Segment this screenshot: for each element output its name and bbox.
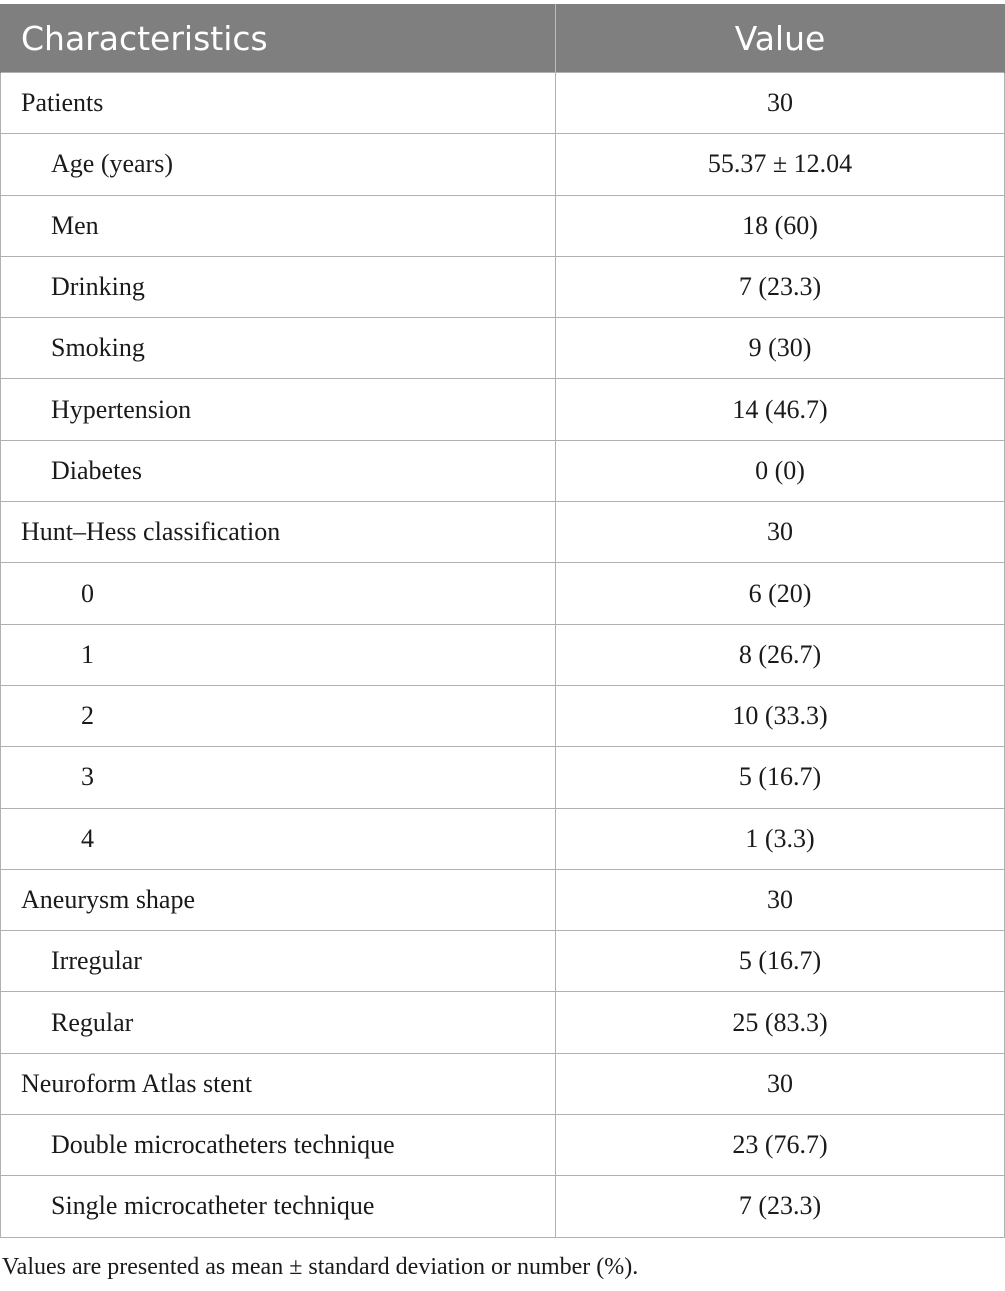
table-row [1,502,1005,563]
table-row [1,992,1005,1053]
table-row [1,1176,1005,1237]
row-label: Diabetes [1,440,556,501]
row-label: Patients [1,73,556,134]
row-label: Hunt–Hess classification [1,502,556,563]
table-row [1,747,1005,808]
row-value: 25 (83.3) [556,992,1005,1053]
row-value: 30 [556,869,1005,930]
row-value: 6 (20) [556,563,1005,624]
row-value: 30 [556,1053,1005,1114]
table-row [1,1053,1005,1114]
table-row [1,624,1005,685]
row-label: 0 [1,563,556,624]
header-row [1,4,1005,73]
row-label: Drinking [1,256,556,317]
row-value: 8 (26.7) [556,624,1005,685]
row-value: 9 (30) [556,318,1005,379]
table-row [1,134,1005,195]
table-row [1,1115,1005,1176]
table-header [1,4,1005,73]
row-label: Double microcatheters technique [1,1115,556,1176]
row-value: 18 (60) [556,195,1005,256]
row-label: Hypertension [1,379,556,440]
table-row [1,318,1005,379]
row-value: 23 (76.7) [556,1115,1005,1176]
table-body [1,73,1005,1238]
table-row [1,195,1005,256]
row-label: 3 [1,747,556,808]
characteristics-table-container [0,4,1004,1238]
row-value: 14 (46.7) [556,379,1005,440]
row-value: 30 [556,73,1005,134]
row-value: 0 (0) [556,440,1005,501]
row-label: Aneurysm shape [1,869,556,930]
table-row [1,73,1005,134]
table-row [1,808,1005,869]
row-value: 5 (16.7) [556,747,1005,808]
row-label: Smoking [1,318,556,379]
table-row [1,440,1005,501]
row-label: Men [1,195,556,256]
row-label: Regular [1,992,556,1053]
table-row [1,256,1005,317]
table-footnote: Values are presented as mean ± standard deviation or number (%). [2,1254,639,1280]
table-row [1,869,1005,930]
row-label: 4 [1,808,556,869]
row-label: 2 [1,685,556,746]
table-row [1,685,1005,746]
header-value: Value [556,4,1005,73]
table-row [1,379,1005,440]
row-value: 30 [556,502,1005,563]
row-label: Single microcatheter technique [1,1176,556,1237]
header-characteristics: Characteristics [1,4,556,73]
row-label: Neuroform Atlas stent [1,1053,556,1114]
row-label: 1 [1,624,556,685]
table-row [1,563,1005,624]
row-value: 5 (16.7) [556,931,1005,992]
row-value: 1 (3.3) [556,808,1005,869]
row-value: 7 (23.3) [556,256,1005,317]
characteristics-table [0,4,1005,1238]
row-value: 55.37 ± 12.04 [556,134,1005,195]
table-row [1,931,1005,992]
row-value: 7 (23.3) [556,1176,1005,1237]
row-label: Irregular [1,931,556,992]
row-value: 10 (33.3) [556,685,1005,746]
row-label: Age (years) [1,134,556,195]
